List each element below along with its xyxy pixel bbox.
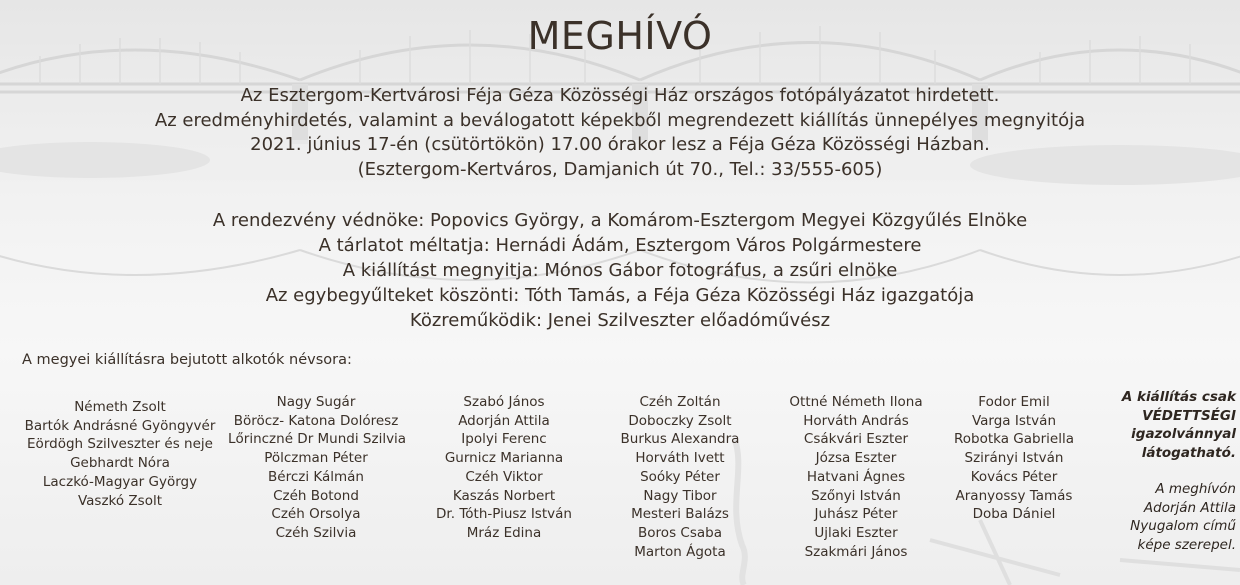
names-column-6 xyxy=(944,393,1084,524)
artist-name: Csákvári Eszter xyxy=(803,431,909,448)
role-line: Közreműködik: Jenei Szilveszter előadóművész xyxy=(409,310,831,331)
artist-name: Aranyossy Tamás xyxy=(955,487,1073,504)
role-line: Az egybegyűlteket köszönti: Tóth Tamás, a Féja Géza Közösségi Ház igazgatója xyxy=(265,285,975,306)
artist-name: Lőrinczné Dr Mundi Szilvia xyxy=(228,431,407,448)
names-column-5 xyxy=(768,393,944,561)
artist-name: Czéh Botond xyxy=(273,487,359,504)
artist-name: Boros Csaba xyxy=(638,524,722,541)
artist-name: Gurnicz Marianna xyxy=(444,450,564,467)
artist-name: Doba Dániel xyxy=(972,506,1056,523)
artist-name: Juhász Péter xyxy=(814,506,898,523)
visit-requirement-note: A kiállítás csak VÉDETTSÉGI igazolvánnyal látogatható. xyxy=(1121,389,1236,461)
intro-line: 2021. június 17-én (csütörtökön) 17.00 órakor lesz a Féja Géza Közösségi Házban. xyxy=(250,134,990,155)
artist-name: Nagy Sugár xyxy=(276,394,356,410)
artist-name: Eördögh Szilveszter és neje xyxy=(27,436,213,453)
artist-name: Pölczman Péter xyxy=(264,450,368,467)
artist-name: Böröcz- Katona Dolóresz xyxy=(233,412,399,429)
artist-name: Ipolyi Ferenc xyxy=(461,431,547,448)
artist-name: Kovács Péter xyxy=(970,468,1058,485)
artist-name: Gebhardt Nóra xyxy=(70,455,170,472)
intro-paragraph xyxy=(0,84,1240,182)
artist-name: Czéh Viktor xyxy=(465,468,543,485)
artist-name: Ottné Németh Ilona xyxy=(789,394,923,410)
artist-name: Szirányi István xyxy=(964,450,1064,467)
role-line: A rendezvény védnöke: Popovics György, a Komárom-Esztergom Megyei Közgyűlés Elnöke xyxy=(212,210,1028,231)
names-heading: A megyei kiállításra bejutott alkotók névsora: xyxy=(22,352,352,368)
names-column-1 xyxy=(22,398,218,510)
artist-name: Németh Zsolt xyxy=(74,399,166,415)
artist-name: Doboczky Zsolt xyxy=(628,412,732,429)
artist-name: Fodor Emil xyxy=(978,394,1050,410)
artist-name: Robotka Gabriella xyxy=(954,431,1074,448)
names-column-2 xyxy=(228,393,407,543)
artist-name: Varga István xyxy=(971,412,1057,429)
artist-name: Adorján Attila xyxy=(458,412,550,429)
side-notes xyxy=(1090,388,1236,554)
artist-name: Hatvani Ágnes xyxy=(806,468,906,485)
artist-name: Dr. Tóth-Piusz István xyxy=(436,506,572,523)
page-title: MEGHÍVÓ xyxy=(527,14,713,58)
artist-name: Mráz Edina xyxy=(466,524,542,541)
artist-name: Mesteri Balázs xyxy=(631,506,729,523)
artist-name: Marton Ágota xyxy=(634,543,726,560)
artist-name: Szőnyi István xyxy=(811,487,901,504)
artist-name: Józsa Eszter xyxy=(815,450,897,467)
artist-name: Szabó János xyxy=(463,394,545,410)
artist-name: Kaszás Norbert xyxy=(452,487,556,504)
intro-line: Az Esztergom-Kertvárosi Féja Géza Közösségi Ház országos fotópályázatot hirdetett. xyxy=(240,85,1000,106)
artist-name: Czéh Orsolya xyxy=(271,506,361,523)
artist-name: Burkus Alexandra xyxy=(620,431,740,448)
artist-name: Szakmári János xyxy=(804,543,908,560)
artist-name: Vaszkó Zsolt xyxy=(77,492,163,509)
artist-name: Laczkó-Magyar György xyxy=(42,473,198,490)
artist-name: Bartók Andrásné Gyöngyvér xyxy=(24,417,216,434)
artist-name: Bérczi Kálmán xyxy=(268,468,364,485)
artist-name: Soóky Péter xyxy=(640,468,720,485)
image-credit-note: A meghívón Adorján Attila Nyugalom című képe szerepel. xyxy=(1130,481,1236,553)
artist-name: Czéh Szilvia xyxy=(275,524,357,541)
artist-name: Nagy Tibor xyxy=(643,487,717,504)
artist-name: Ujlaki Eszter xyxy=(814,524,898,541)
role-line: A kiállítást megnyitja: Mónos Gábor fotográfus, a zsűri elnöke xyxy=(342,260,898,281)
names-column-4 xyxy=(600,393,760,561)
intro-line: Az eredményhirdetés, valamint a beválogatott képekből megrendezett kiállítás ünnepélyes megnyitója xyxy=(154,109,1086,131)
program-roles xyxy=(0,208,1240,333)
role-line: A tárlatot méltatja: Hernádi Ádám, Esztergom Város Polgármestere xyxy=(318,235,922,256)
names-column-3 xyxy=(412,393,596,543)
artist-name: Czéh Zoltán xyxy=(639,394,721,410)
artist-name: Horváth Ivett xyxy=(635,450,725,467)
artist-name: Horváth András xyxy=(803,412,909,429)
intro-line: (Esztergom-Kertváros, Damjanich út 70., Tel.: 33/555-605) xyxy=(357,158,883,180)
